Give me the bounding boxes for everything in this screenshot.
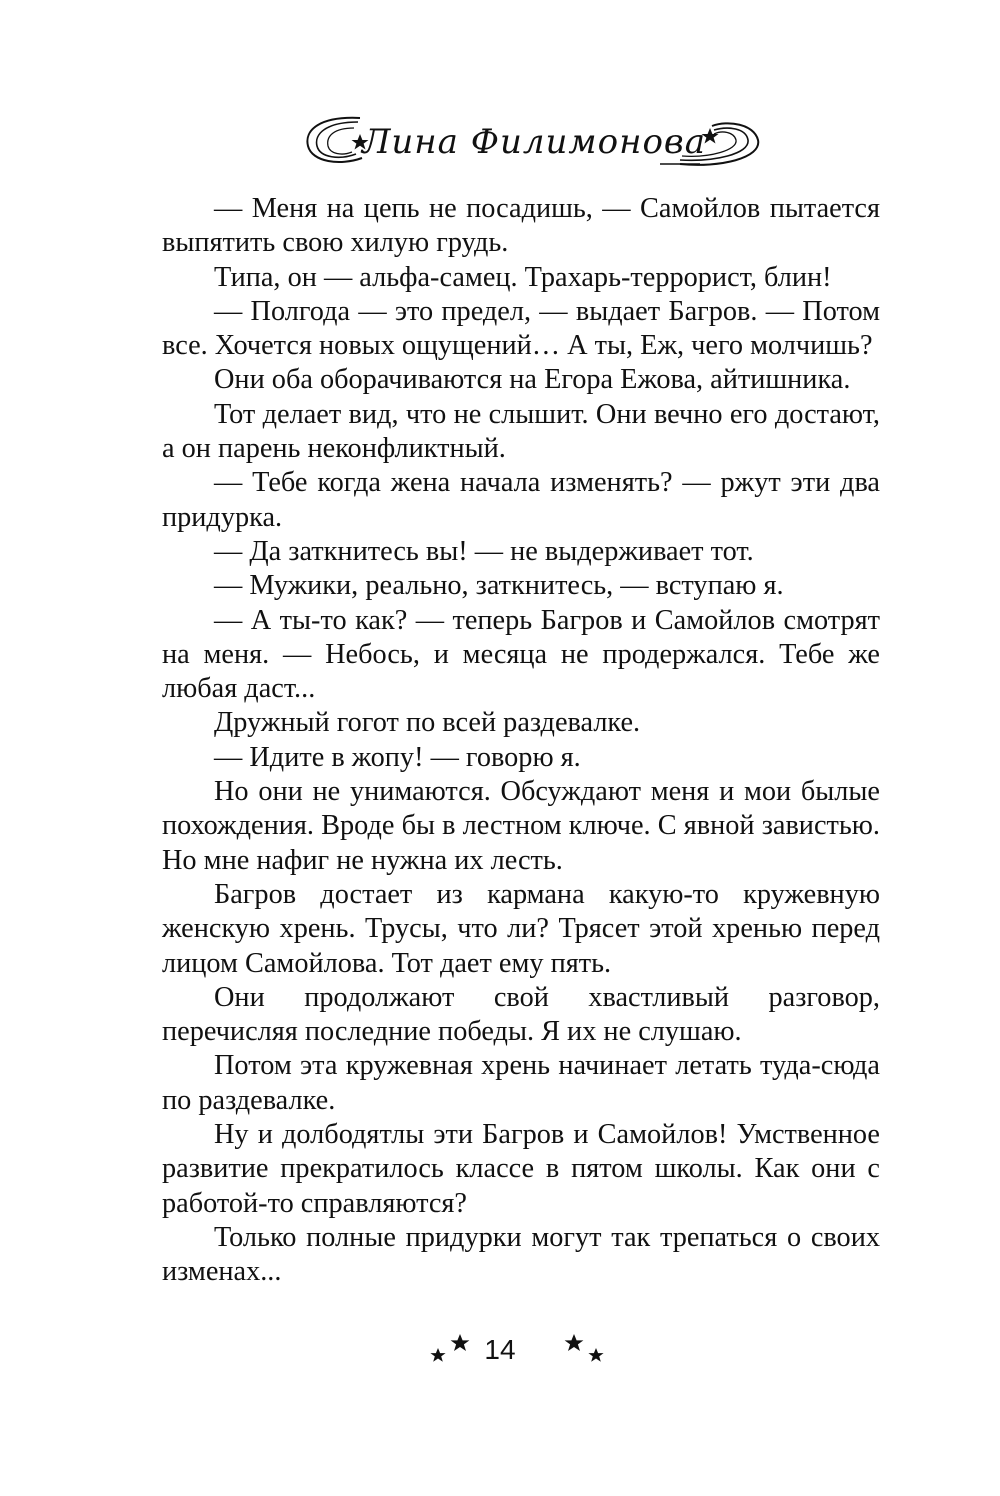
paragraph: Тот делает вид, что не слышит. Они вечно его достают, а он парень неконфликтный. (162, 398, 880, 465)
paragraph: — Полгода — это предел, — выдает Багров. — Потом все. Хочется новых ощущений… А ты, Еж, чего молчишь? (162, 295, 880, 362)
stars-decoration-icon (562, 1330, 612, 1370)
paragraph: — Меня на цепь не посадишь, — Самойлов пытается выпятить свою хилую грудь. (162, 193, 880, 259)
paragraph: — Мужики, реально, заткнитесь, — вступаю я. (214, 570, 784, 602)
body-text (162, 192, 880, 1290)
paragraph: Только полные придурки могут так трепаться о своих изменах... (162, 1221, 880, 1288)
paragraph: Дружный гогот по всей раздевалке. (214, 707, 641, 739)
paragraph: — Тебе когда жена начала изменять? — ржут эти два придурка. (162, 467, 880, 533)
author-name: Лина Филимонова (362, 122, 706, 162)
page-footer (0, 1320, 1000, 1380)
paragraph: — А ты-то как? — теперь Багров и Самойлов смотрят на меня. — Небось, и месяца не продержался. Тебе же любая даст... (162, 604, 880, 705)
paragraph: — Идите в жопу! — говорю я. (214, 741, 581, 773)
running-header (300, 108, 770, 188)
paragraph: Багров достает из кармана какую-то кружевную женскую хрень. Трусы, что ли? Трясет этой хренью перед лицом Самойлова. Тот дает ему пять. (162, 878, 880, 979)
paragraph: Ну и долбодятлы эти Багров и Самойлов! Умственное развитие прекратилось классе в пятом школы. Как они с работой-то справляются? (162, 1119, 880, 1219)
page-number: 14 (484, 1334, 516, 1365)
paragraph: Они оба оборачиваются на Егора Ежова, айтишника. (214, 364, 851, 396)
paragraph: Но они не унимаются. Обсуждают меня и мои былые похождения. Вроде бы в лестном ключе. С явной завистью. Но мне нафиг не нужна их лесть. (162, 776, 880, 876)
paragraph: Типа, он — альфа-самец. Трахарь-террорист, блин! (214, 261, 832, 293)
paragraph: Потом эта кружевная хрень начинает летать туда-сюда по раздевалке. (162, 1050, 880, 1116)
paragraph: — Да заткнитесь вы! — не выдерживает тот. (214, 535, 754, 567)
paragraph: Они продолжают свой хвастливый разговор, перечисляя последние победы. Я их не слушаю. (162, 981, 880, 1048)
